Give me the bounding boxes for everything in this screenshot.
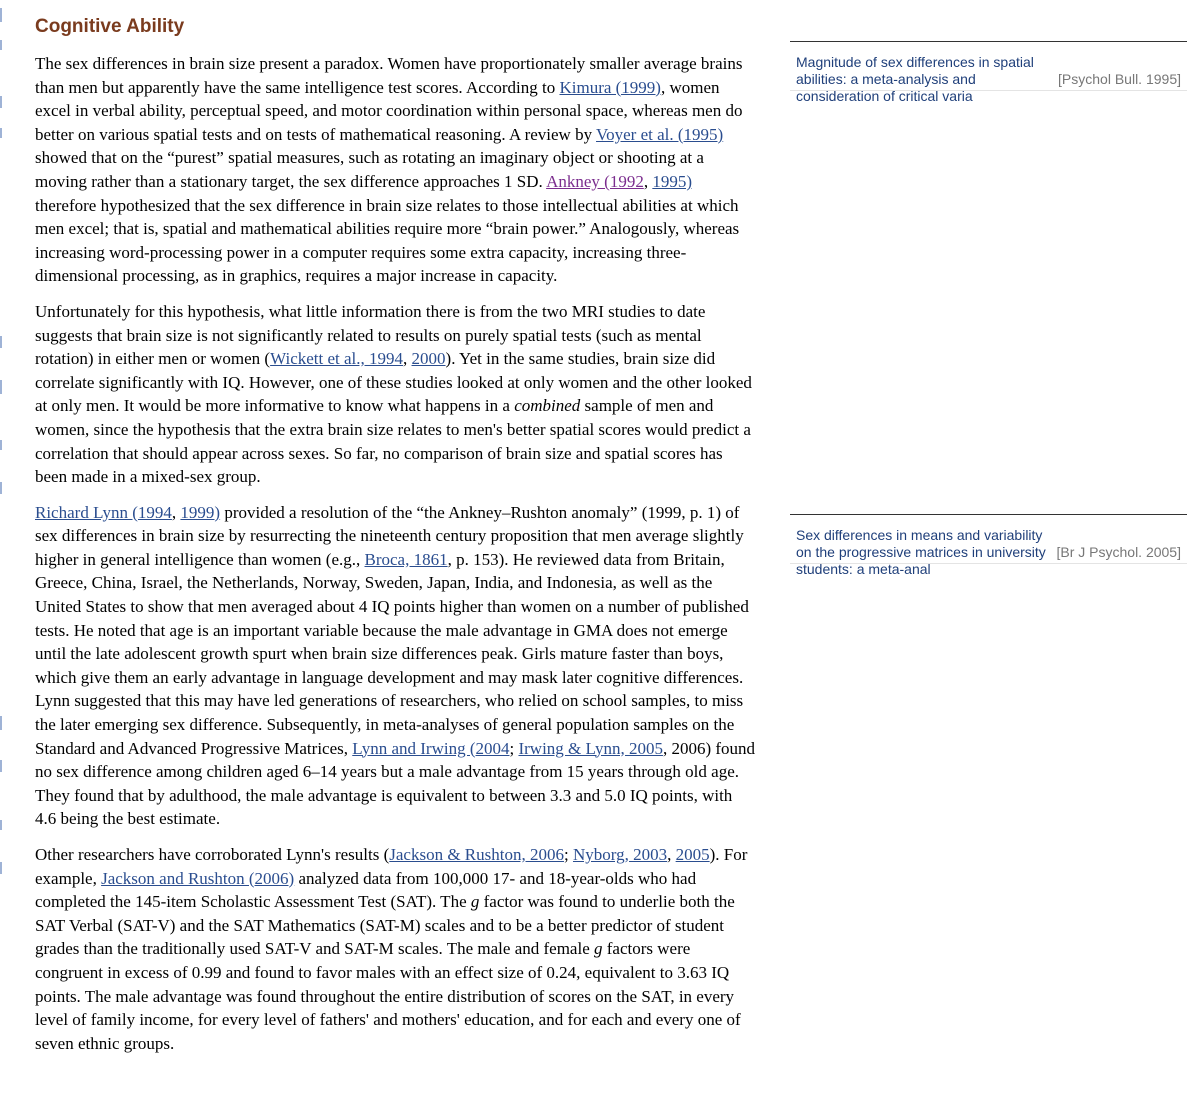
article-section (35, 14, 757, 1067)
citation-link[interactable]: Nyborg, 2003 (572, 845, 668, 864)
citation-link[interactable]: 2005 (675, 845, 710, 864)
paragraph-1 (35, 52, 757, 288)
citation-link[interactable]: Voyer et al. (1995) (596, 124, 724, 144)
emphasis-text: g (470, 892, 480, 912)
left-edge-markers (0, 0, 6, 1093)
emphasis-text: combined (514, 396, 581, 416)
paragraph-text: ). For example, (35, 845, 748, 888)
paragraph-3 (35, 501, 757, 831)
related-article-1[interactable] (790, 41, 1187, 104)
citation-link[interactable]: Irwing & Lynn, 2005 (518, 738, 663, 758)
paragraph-text: provided a resolution of the “the Ankney–Rushton anomaly” (1999, p. 1) of sex differences in brain size by resurrecting the nineteenth century proposition that men average slightly higher in general intelligence than women (e.g., (35, 502, 744, 569)
related-article-source: [Psychol Bull. 1995] (1055, 71, 1181, 88)
paragraph-text: , p. 153). He reviewed data from Britain, Greece, China, Israel, the Netherlands, Norway, Sweden, Japan, India, and Indonesia, as well as the United States to show that men averaged about 4 IQ points higher than women on a number of published tests. He noted that age is an important variable because the male advantage in GMA does not emerge until the late adolescent growth spurt when brain size differences peak. Girls mature faster than boys, which give them an early advantage in language development and may mask later cognitive differences. Lynn suggested that this may have led generations of researchers, who relied on school samples, to miss the later emerging sex difference. Subsequently, in meta-analyses of general population samples on the Standard and Advanced Progressive Matrices, (35, 549, 749, 758)
citation-link[interactable]: 1995) (652, 171, 692, 191)
related-article-2[interactable] (790, 514, 1187, 577)
citation-link[interactable]: Jackson and Rushton (2006) (101, 868, 295, 888)
paragraph-text: factor was found to underlie both the SAT Verbal (SAT-V) and the SAT Mathematics (SAT-M) scales and to be a better predictor of student grades than the traditionally used SAT-V and SAT-M scales. The male and female (35, 892, 735, 959)
paragraph-4 (35, 843, 757, 1055)
paragraph-text: , (643, 171, 653, 191)
paragraph-text: analyzed data from 100,000 17- and 18-year-olds who had completed the 145-item Scholastic Assessment Test (SAT). The (35, 868, 697, 912)
paragraph-text: sample of men and women, since the hypothesis that the extra brain size relates to men's better spatial scores would predict a correlation that should appear across sexes. So far, no comparison of brain size and spatial scores has been made in a mixed-sex group. (35, 396, 751, 487)
paragraph-text: , 2006) found no sex difference among children aged 6–14 years but a male advantage from 15 years through old age. They found that by adulthood, the male advantage is equivalent to between 3.3 and 5.0 IQ points, with 4.6 being the best estimate. (35, 738, 756, 829)
paragraph-text: , (667, 845, 676, 864)
citation-link[interactable]: 2000 (411, 349, 446, 369)
related-article-title[interactable]: Sex differences in means and variability on the progressive matrices in university students: a meta-anal (796, 527, 1046, 577)
paragraph-text: ; (509, 738, 519, 758)
paragraph-text: Other researchers have corroborated Lynn's results ( (35, 845, 390, 864)
citation-link[interactable]: Richard Lynn (1994 (35, 502, 172, 522)
related-article-title[interactable]: Magnitude of sex differences in spatial abilities: a meta-analysis and consideration of critical varia (796, 54, 1034, 104)
paragraph-text: factors were congruent in excess of 0.99 and found to favor males with an effect size of 0.24, equivalent to 3.63 IQ points. The male advantage was found throughout the entire distribution of scores on the SAT, in every level of family income, for every level of fathers' and mothers' education, and for each and every one of seven ethnic groups. (35, 939, 741, 1053)
citation-link[interactable]: Broca, 1861 (364, 549, 448, 569)
citation-link[interactable]: Ankney (1992 (546, 171, 644, 191)
citation-link[interactable]: Wickett et al., 1994 (270, 349, 404, 369)
emphasis-text: g (594, 939, 603, 959)
citation-link[interactable]: Lynn and Irwing (2004 (352, 738, 510, 758)
citation-link[interactable]: 1999) (180, 502, 221, 522)
paragraph-text: , (403, 349, 412, 369)
paragraph-text: , women excel in verbal ability, perceptual speed, and motor coordination within personal space, whereas men do better on various spatial tests and on tests of mathematical reasoning. A review by (35, 77, 743, 144)
paragraph-2 (35, 300, 757, 489)
paragraph-text: , (171, 502, 181, 522)
paragraph-text: therefore hypothesized that the sex difference in brain size relates to those intellectual abilities at which men excel; that is, spatial and mathematical abilities require more “brain power.” Analogously, whereas increasing word-processing power in a computer requires some extra capacity, increasing three-dimensional processing, as in graphics, requires a major increase in capacity. (35, 195, 740, 286)
citation-link[interactable]: Kimura (1999) (559, 77, 661, 97)
paragraph-text: showed that on the “purest” spatial measures, such as rotating an imaginary object or shooting at a moving rather than a stationary target, the sex difference approaches 1 SD. (35, 148, 704, 191)
paragraph-text: The sex differences in brain size present a paradox. Women have proportionately smaller average brains than men but apparently have the same intelligence test scores. According to (35, 54, 743, 97)
paragraph-text: Unfortunately for this hypothesis, what little information there is from the two MRI studies to date suggests that brain size is not significantly related to results on purely spatial tests (such as mental rotation) in either men or women ( (35, 301, 706, 369)
citation-link[interactable]: Jackson & Rushton, 2006 (389, 845, 564, 864)
paragraph-text: ; (564, 845, 573, 864)
related-article-source: [Br J Psychol. 2005] (1053, 544, 1181, 561)
section-heading: Cognitive Ability (35, 16, 185, 37)
paragraph-text: ). Yet in the same studies, brain size did correlate significantly with IQ. However, one of these studies looked at only women and the other looked at only men. It would be more informative to know what happens in a (35, 349, 752, 416)
